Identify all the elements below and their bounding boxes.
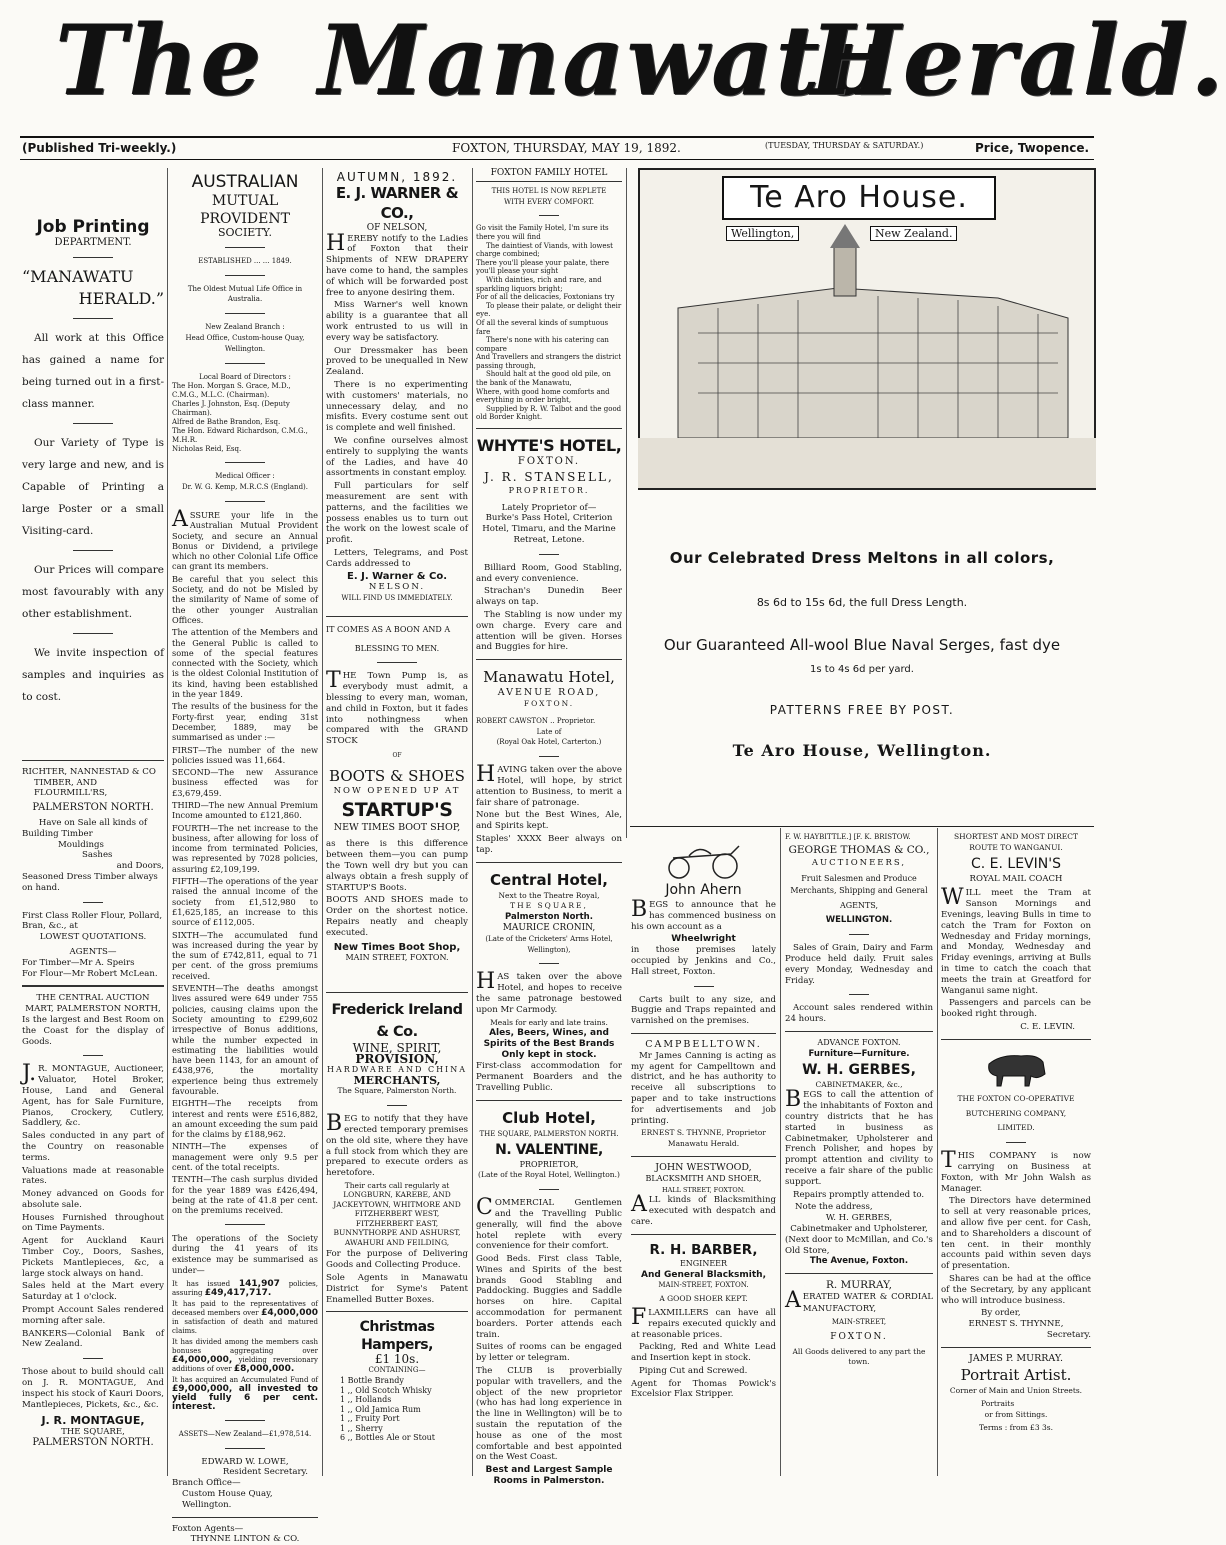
family-poem-line: Of all the several kinds of sumptuous fare: [476, 318, 609, 336]
auction-ad: [22, 993, 164, 1448]
amp-paragraph: EIGHTH—The receipts from interest and rents were £516,882, an amount exceeding the sum paid for the claims by £188,962.: [172, 1098, 318, 1140]
family-poem-line: With dainties, rich and rare, and sparkling liquors bright;: [476, 275, 602, 293]
family-poem-line: And Travellers and strangers the district passing through,: [476, 353, 622, 370]
amp-stat: It has acquired an Accumulated Fund of: [172, 1375, 318, 1384]
amp-stat: It has paid to the representatives of deceased members over: [172, 1299, 318, 1317]
job-paragraph: Our Prices will compare most favourably with any other establishment.: [22, 563, 164, 620]
amp-established: ESTABLISHED ... ... 1849.: [198, 256, 292, 265]
ireland-paragraph: For the purpose of Delivering Goods and Collecting Produce.: [326, 1249, 468, 1271]
warner-paragraph: There is no experimenting with customers' materials, no unnecessary delay, and no misfits. Every costume sent out is complete and well finished.: [326, 379, 468, 434]
masthead-the: The: [55, 4, 264, 117]
manawatu-road: AVENUE ROAD,: [497, 687, 601, 699]
amp-director: Alfred de Bathe Brandon, Esq.: [172, 418, 281, 427]
barber-engineer: ENGINEER: [679, 1258, 728, 1268]
portrait-line: or from Sittings.: [984, 1410, 1048, 1420]
central-paragraph: Ales, Beers, Wines, and Spirits of the Best Brands Only kept in stock.: [483, 1028, 615, 1061]
manawatu-proprietor: ROBERT CAWSTON .. Proprietor.: [476, 716, 596, 725]
auction-signature: J. R. MONTAGUE,: [41, 1414, 145, 1428]
amp-paragraph: The operations of the Society during the 41 years of its existence may be summarised as under—: [172, 1232, 318, 1275]
central-line: THE SQUARE,: [510, 901, 588, 911]
warner-season: AUTUMN, 1892.: [336, 170, 458, 184]
boots-now-opened: NOW OPENED UP AT: [333, 785, 461, 796]
te-aro-serges-price: 1s to 4s 6d per yard.: [810, 664, 914, 675]
ireland-paragraph: Their carts call regularly at LONGBURN, KAREBE, AND JACKEYTOWN, WHITMORE AND FITZHERBERT WEST, FITZHERBERT EAST, BUNNYTHORPE AND ASHURST, AWAHURI AND FEILDING,: [333, 1180, 461, 1247]
gerbes-avenue: The Avenue, Foxton.: [809, 1256, 909, 1267]
thomas-header: F. W. HAYBITTLE.] [F. K. BRISTOW.: [785, 833, 911, 841]
warner-paragraph: Letters, Telegrams, and Post Cards addressed to: [326, 547, 468, 569]
ireland-line: PROVISION,: [355, 1052, 439, 1067]
ireland-paragraph: BEG to notify that they have erected temporary premises on the old site, where they have a full stock from which they are prepared to execute orders as heretofore.: [326, 1111, 468, 1179]
auction-paragraph: Sales conducted in any part of the Country on reasonable terms.: [22, 1131, 164, 1163]
ahern-paragraph: in those premises lately occupied by Jenkins and Co., Hall street, Foxton.: [631, 945, 776, 977]
manawatu-line: Late of: [536, 727, 562, 736]
club-owner: N. VALENTINE,: [495, 1141, 603, 1158]
hampers-price: £1 10s.: [374, 1352, 420, 1367]
coop-paragraph: THIS COMPANY is now carrying on Business at Foxton, with Mr John Walsh as Manager.: [941, 1148, 1091, 1194]
amp-director: Nicholas Reid, Esq.: [172, 445, 242, 454]
manawatu-paragraph: HAVING taken over the above Hotel, will hope, by strict attention to Business, to merit a fair share of patronage.: [476, 762, 622, 808]
auction-paragraph: Prompt Account Sales rendered morning after sale.: [22, 1305, 164, 1326]
ahern-paragraph: BEGS to announce that he has commenced business on his own account as a: [631, 897, 776, 932]
column-rule: [167, 168, 168, 1476]
club-line: (Late of the Royal Hotel, Wellington.): [478, 1170, 620, 1180]
auction-title: THE CENTRAL AUCTION MART, PALMERSTON NORTH,: [25, 993, 161, 1015]
auction-line: Is the largest and Best Room on the Coast for the display of Goods.: [22, 1014, 164, 1047]
amp-agents: Foxton Agents—: [172, 1523, 244, 1534]
barber-paragraph: Agent for Thomas Powick's Excelsior Flax Stripper.: [631, 1378, 776, 1400]
amp-paragraph: The results of the business for the Forty-first year, ending 31st December, 1889, may be summarised as under :—: [172, 701, 318, 743]
barber-shoer: A GOOD SHOER KEPT.: [659, 1294, 748, 1304]
barber-name: R. H. BARBER,: [649, 1241, 758, 1258]
auction-paragraph: Houses Furnished throughout on Time Payments.: [22, 1212, 164, 1234]
manawatu-town: FOXTON.: [523, 699, 575, 708]
amp-title: SOCIETY.: [217, 226, 273, 239]
te-aro-meltons: Our Celebrated Dress Meltons in all colors,: [669, 549, 1055, 567]
column-1: [22, 168, 164, 1476]
portrait-terms: Terms : from £3 3s.: [978, 1422, 1053, 1432]
club-line: PROPRIETOR,: [519, 1159, 579, 1169]
amp-line: Medical Officer :: [215, 472, 275, 481]
whyte-paragraph: The Stabling is now under my own charge. Every care and attention will be given. Horses and Buggies for hire.: [476, 610, 622, 653]
issue-date: FOXTON, THURSDAY, MAY 19, 1892.: [452, 141, 681, 155]
masthead: [0, 0, 1226, 130]
amp-paragraph: SIXTH—The accumulated fund was increased during the year by the sum of £742,811, equal to 71 per cent. of the gross premiums received.: [172, 929, 318, 981]
ahern-name: John Ahern: [665, 882, 742, 898]
te-aro-title: Te Aro House.: [722, 176, 996, 220]
amp-agents: THYNNE LINTON & CO.: [190, 1534, 300, 1545]
family-poem-line: Should halt at the good old pile, on the bank of the Manawatu,: [476, 370, 611, 388]
richter-line: Sashes: [82, 850, 113, 861]
amp-paragraph: Be careful that you select this Society, and do not be Misled by the similarity of Name of some of the other younger Australian Offices.: [172, 573, 318, 625]
campbelltown-title: CAMPBELLTOWN.: [645, 1038, 762, 1050]
family-poem-line: For of all the delicacies, Foxtonians try: [476, 293, 615, 302]
hampers-title: Christmas Hampers,: [359, 1319, 435, 1354]
amp-title: MUTUAL PROVIDENT: [200, 193, 290, 227]
coop-line: By order,: [981, 1308, 1021, 1319]
street: [638, 438, 1096, 488]
whyte-line: Lately Proprietor of—: [501, 502, 597, 513]
whyte-line: PROPRIETOR.: [508, 485, 590, 495]
gerbes-furniture: Furniture—Furniture.: [808, 1048, 910, 1059]
masthead-manawatu: Manawatu: [318, 4, 894, 117]
amp-stat-value: £4,000,000,: [172, 1354, 233, 1365]
barber-paragraph: FLAXMILLERS can have all repairs executed quickly and at reasonable prices.: [631, 1304, 776, 1340]
boots-of: OF: [392, 752, 402, 760]
richter-line: and Doors,: [116, 861, 164, 872]
auction-paragraph: Valuations made at reasonable rates.: [22, 1165, 164, 1187]
herald-name-2: HERALD.”: [78, 288, 164, 308]
central-owner: MAURICE CRONIN,: [502, 922, 596, 933]
hampers-list: [326, 1376, 468, 1443]
amp-branch: Custom House Quay, Wellington.: [182, 1488, 273, 1510]
amp-stat: It has issued: [172, 1279, 231, 1288]
richter-trade: TIMBER, AND FLOURMILL'RS,: [34, 777, 108, 799]
auction-paragraph: Agent for Auckland Kauri Timber Coy., Doors, Sashes, Pickets Mantlepieces, &c, a large stock always on hand.: [22, 1236, 164, 1279]
murray-town: FOXTON.: [830, 1331, 888, 1342]
central-line: Palmerston North.: [505, 912, 593, 923]
family-poem: [476, 224, 622, 422]
levin-header: ROUTE TO WANGANUI.: [969, 842, 1063, 852]
family-poem-line: There's none with his catering can compare: [476, 336, 609, 353]
westwood-name: JOHN WESTWOOD,: [655, 1161, 752, 1173]
portrait-line: Portraits: [981, 1399, 1015, 1409]
coop-paragraph: Shares can be had at the office of the Secretary, by any applicant who will introduce business.: [941, 1273, 1091, 1306]
auction-paragraph: J.R. MONTAGUE, Auctioneer, Valuator, Hotel Broker, House, Land and General Agent, has for Sale Furniture, Pianos, Crockery, Cutlery, Saddlery, &c.: [22, 1061, 164, 1129]
barber-address: MAIN-STREET, FOXTON.: [658, 1281, 749, 1290]
column-rule: [937, 828, 938, 1476]
gerbes-line: (Next door to McMillan, and Co.'s Old Store,: [785, 1234, 933, 1256]
price: Price, Twopence.: [975, 141, 1090, 155]
coop-title: BUTCHERING COMPANY,: [965, 1108, 1067, 1118]
whyte-paragraph: Strachan's Dunedin Beer always on tap.: [476, 586, 622, 608]
family-poem-line: Where, with good home comforts and everything in order bright,: [476, 387, 610, 405]
club-paragraph: Good Beds. First class Table, Wines and Spirits of the best brands Good Stabling and Paddocking. Buggies and Saddle horses on hire. Capital accommodation for permanent boarders. Porter attends each train.: [476, 1254, 622, 1340]
richter-line: Have on Sale all kinds of: [38, 817, 148, 828]
whyte-paragraph: Billiard Room, Good Stabling, and every convenience.: [476, 562, 622, 584]
hampers-containing: CONTAINING—: [368, 1366, 426, 1375]
richter-line: Mouldings: [58, 839, 104, 850]
manawatu-hotel-name: Manawatu Hotel,: [483, 668, 615, 687]
central-paragraph: Meals for early and late trains.: [490, 1017, 608, 1027]
whyte-town: FOXTON.: [517, 456, 581, 468]
coop-title: LIMITED.: [997, 1123, 1035, 1133]
richter-line: First Class Roller Flour, Pollard, Bran, &c., at: [22, 910, 163, 932]
amp-stat-value: £4,000,000: [261, 1307, 318, 1318]
amp-stat-value: £8,000,000.: [233, 1363, 295, 1374]
gerbes-name: W. H. GERBES,: [802, 1061, 916, 1078]
richter-line: For Flour—Mr Robert McLean.: [22, 968, 158, 979]
boots-paragraph: as there is this difference between them—you can pump the Town well dry but you can always obtain a fresh supply of STARTUP'S Boots.: [326, 839, 468, 893]
auction-signature: THE SQUARE,: [61, 1427, 125, 1438]
job-paragraph: Our Variety of Type is very large and new, and is Capable of Printing a large Poster or a small Visiting-card.: [22, 436, 164, 537]
building-tower: [834, 246, 856, 296]
column-2: [172, 168, 318, 1545]
ireland-line: HARDWARE AND CHINA: [327, 1064, 467, 1074]
thomas-paragraph: Account sales rendered within 24 hours.: [785, 1003, 933, 1025]
publication-frequency: (Published Tri-weekly.): [22, 141, 177, 155]
boots-address: MAIN STREET, FOXTON.: [345, 953, 449, 963]
campbelltown-signature: ERNEST S. THYNNE, Proprietor Manawatu Herald.: [641, 1128, 766, 1149]
column-rule: [780, 828, 781, 1476]
herald-name-1: “MANAWATU: [22, 266, 134, 286]
amp-paragraph: FIRST—The number of the new policies issued was 11,664.: [172, 744, 318, 765]
family-poem-line: The daintiest of Viands, with lowest charge combined;: [476, 241, 613, 259]
section-rule: [630, 826, 1094, 827]
richter-line: LOWEST QUOTATIONS.: [39, 932, 147, 943]
family-poem-line: Supplied by R. W. Talbot and the good old Border Knight.: [476, 404, 622, 422]
levin-signature: C. E. LEVIN.: [1020, 1021, 1075, 1032]
boots-line: BLESSING TO MEN.: [354, 643, 440, 653]
manawatu-paragraph: Staples' XXXX Beer always on tap.: [476, 833, 622, 855]
richter-ad: [22, 767, 164, 980]
amp-director: The Hon. Morgan S. Grace, M.D., C.M.G., M.L.C. (Chairman).: [172, 382, 291, 400]
manawatu-line: (Royal Oak Hotel, Carterton.): [496, 738, 602, 747]
te-aro-serges: Our Guaranteed All-wool Blue Naval Serges, fast dye: [663, 636, 1061, 654]
murray-street: MAIN-STREET,: [831, 1317, 887, 1326]
thomas-paragraph: Sales of Grain, Dairy and Farm Produce held daily. Fruit sales every Monday, Wednesday and Friday.: [785, 943, 933, 986]
amp-paragraph: FIFTH—The operations of the year raised the annual income of the society from £1,512,980 to £1,625,185, an increase to this source of £112,005.: [172, 876, 318, 928]
family-poem-line: To please their palate, or delight their eye.: [476, 301, 622, 319]
boots-paragraph: BOOTS AND SHOES made to Order on the shortest notice. Repairs neatly and cheaply executed.: [326, 895, 468, 938]
column-rule: [322, 168, 323, 1476]
murray-paragraph: All Goods delivered to any part the town.: [792, 1346, 926, 1367]
westwood-address: HALL STREET, FOXTON.: [661, 1185, 746, 1194]
amp-stat-value: £9,000,000, all invested to yield fully 6 per cent. interest.: [172, 1383, 318, 1412]
thomas-agents: AGENTS,: [839, 900, 879, 910]
barber-paragraph: Packing, Red and White Lead and Insertion kept in stock.: [631, 1342, 776, 1364]
column-7: [941, 832, 1091, 1472]
amp-branch: Branch Office—: [172, 1478, 241, 1489]
richter-line: AGENTS—: [69, 946, 117, 957]
westwood-paragraph: ALL kinds of Blacksmithing executed with despatch and care.: [631, 1192, 776, 1227]
club-paragraph: Suites of rooms can be engaged by letter or telegram.: [476, 1342, 622, 1364]
te-aro-country: New Zealand.: [870, 226, 957, 241]
auction-paragraph: Sales held at the Mart every Saturday at 1 o'clock.: [22, 1281, 164, 1303]
job-paragraph: We invite inspection of samples and inquiries as to cost.: [22, 646, 164, 703]
amp-paragraph: FOURTH—The net increase to the business, after allowing for loss of income from terminated Policies, was represented by 7028 policies, assuring £2,109,199.: [172, 822, 318, 874]
column-rule: [626, 168, 627, 838]
auction-signature: PALMERSTON NORTH.: [32, 1437, 154, 1449]
coop-title: THE FOXTON CO-OPERATIVE: [957, 1093, 1075, 1103]
gerbes-paragraph: BEGS to call the attention of the inhabitants of Foxton and country districts that he has started in business as Cabinetmaker, Upholsterer and French Polisher, and hopes by prompt attention and civility to receive a fair share of the public support.: [785, 1087, 933, 1187]
warner-paragraph: Miss Warner's well known ability is a guarantee that all work entrusted to us will in every way be satisfactory.: [326, 300, 468, 343]
amp-secretary: Resident Secretary.: [222, 1467, 308, 1478]
hamper-item: 1 ,, Old Jamica Rum: [340, 1404, 421, 1414]
amp-line: New Zealand Branch :: [205, 323, 285, 332]
amp-stat-value: 141,907: [238, 1278, 280, 1289]
gerbes-cabinetmaker: CABINETMAKER, &c.,: [815, 1079, 903, 1089]
amp-paragraph: NINTH—The expenses of management were only 9.5 per cent. of the total receipts.: [172, 1141, 318, 1173]
levin-coach: ROYAL MAIL COACH: [969, 873, 1063, 884]
amp-paragraph: ASSURE your life in the Australian Mutual Provident Society, and secure an Annual Bonus or Dividend, a privilege which no other Colonial Life Office can grant its members.: [172, 506, 318, 572]
gerbes-line: Note the address,: [795, 1202, 873, 1213]
job-printing-title: Job Printing: [36, 217, 150, 237]
amp-line: Head Office, Custom-house Quay, Wellington.: [185, 333, 305, 353]
warner-line: WILL FIND US IMMEDIATELY.: [341, 594, 453, 603]
boots-shop: NEW TIMES BOOT SHOP,: [333, 821, 461, 833]
club-paragraph: The CLUB is proverbially popular with travellers, and the object of the new proprietor (who has had long experience in the line in Wellington) will be to sustain the reputation of the house as one of the most comfortable and best appointed on the West Coast.: [476, 1366, 622, 1463]
portrait-name: JAMES P. MURRAY.: [969, 1352, 1063, 1364]
amp-title: AUSTRALIAN: [191, 172, 299, 192]
barber-paragraph: Piping Cut and Screwed.: [639, 1365, 748, 1376]
club-paragraph: COMMERCIAL Gentlemen and the Travelling Public generally, will find the above hotel replete with every convenience for their comfort.: [476, 1195, 622, 1252]
warner-paragraph: Full particulars for self measurement are sent with patterns, and the facilities we possess enables us to turn out the work on the lowest scale of profit.: [326, 481, 468, 546]
amp-paragraph: The attention of the Members and the General Public is called to some of the special features connected with the Society, which is the oldest Colonial Institution of its kind, having been established in the year 1849.: [172, 627, 318, 700]
campbelltown-paragraph: Mr James Canning is acting as my agent for Campelltown and district, and he has authority to receive all subscriptions to paper and to take instructions for advertisements and job printing.: [631, 1050, 776, 1126]
warner-paragraph: HEREBY notify to the Ladies of Foxton that their Shipments of NEW DRAPERY have come to hand, the samples of which will be forwarded post free to anyone desiring them.: [326, 230, 468, 298]
ireland-name: Frederick Ireland & Co.: [331, 1002, 463, 1041]
amp-paragraph: SECOND—The new Assurance business effected was for £3,679,459.: [172, 767, 318, 798]
amp-secretary: EDWARD W. LOWE,: [201, 1456, 289, 1467]
thomas-name: GEORGE THOMAS & CO.,: [788, 843, 930, 856]
ireland-address: The Square, Palmerston North.: [337, 1086, 457, 1096]
te-aro-patterns: PATTERNS FREE BY POST.: [769, 703, 955, 717]
amp-stat-value: £49,417,717.: [204, 1287, 272, 1298]
richter-line: Seasoned Dress Timber always on hand.: [22, 871, 158, 893]
te-aro-meltons-price: 8s 6d to 15s 6d, the full Dress Length.: [756, 596, 968, 609]
coop-paragraph: The Directors have determined to sell at very reasonable prices, and allow five per cent. for Cash, and to Shareholders a discount of ten cent. in their monthly accounts paid within seven days of presentation.: [941, 1196, 1091, 1272]
gerbes-line: Cabinetmaker and Upholsterer,: [790, 1223, 928, 1234]
manawatu-paragraph: None but the Best Wines, Ale, and Spirits kept.: [476, 810, 622, 832]
gerbes-line: W. H. GERBES,: [825, 1213, 893, 1224]
amp-paragraph: SEVENTH—The deaths amongst lives assured were 649 under 755 policies, causing claims upon the Society amounting to £299,602 irrespective of Bonus additions, while the number expected in estimating the liabilities would have been 1143, for an amount of £438,976, the mortality experience being thus extremely favourable.: [172, 983, 318, 1096]
whyte-name: WHYTE'S HOTEL,: [476, 436, 622, 456]
richter-line: For Timber—Mr A. Speirs: [22, 957, 135, 968]
hamper-item: 1 ,, Hollands: [340, 1395, 392, 1405]
column-4: [476, 168, 622, 1487]
club-paragraph: Best and Largest Sample Rooms in Palmerston.: [485, 1465, 613, 1487]
amp-stat: policies, assuring: [172, 1279, 318, 1297]
amp-stat: in satisfaction of death and matured claims.: [172, 1317, 318, 1335]
portrait-title: Portrait Artist.: [960, 1366, 1072, 1385]
family-poem-line: There you'll please your palate, there you'll please your sight: [476, 258, 610, 276]
auction-paragraph: Those about to build should call on J. R. MONTAGUE, And inspect his stock of Kauri Doors, Mantlepieces, Pickets, &c., &c.: [22, 1367, 164, 1410]
family-hotel-name: FOXTON FAMILY HOTEL: [476, 168, 622, 182]
richter-line: Building Timber: [22, 828, 93, 839]
amp-director: Charles J. Johnston, Esq. (Deputy Chairman).: [172, 400, 290, 418]
boots-shop-name: New Times Boot Shop,: [333, 941, 461, 953]
murray-paragraph: AERATED WATER & CORDIAL MANUFACTORY,: [785, 1287, 933, 1314]
hamper-item: 1 ,, Old Scotch Whisky: [340, 1385, 432, 1395]
ahern-paragraph: Carts built to any size, and Buggie and Traps repainted and varnished on the premises.: [631, 994, 776, 1027]
hamper-item: 1 Bottle Brandy: [340, 1376, 404, 1386]
boots-and-shoes: BOOTS & SHOES: [329, 766, 465, 785]
publication-days: (TUESDAY, THURSDAY & SATURDAY.): [765, 141, 924, 150]
portrait-address: Corner of Main and Union Streets.: [949, 1386, 1083, 1396]
bull-icon: [981, 1046, 1051, 1090]
thomas-line: Fruit Salesmen and Produce Merchants, Shipping and General: [790, 873, 928, 895]
levin-paragraph: WILL meet the Tram at Sanson Mornings and Evenings, leaving Bulls in time to catch the Tram for Foxton on Wednesday and Friday mornings, and Monday, Wednesday and Friday evenings, arriving at Bulls in time to catch the coach that meets the train at Greatford for Wanganui same night.: [941, 885, 1091, 996]
murray-name: R. MURRAY,: [825, 1279, 893, 1292]
boots-paragraph: THE Town Pump is, as everybody must admit, a blessing to every man, woman, and child in Foxton, but it fades into nothingness when compared with the GRAND STOCK: [326, 668, 468, 747]
warner-signature: E. J. Warner & Co.: [347, 570, 447, 582]
gerbes-advance: ADVANCE FOXTON.: [817, 1037, 901, 1047]
amp-line: Dr. W. G. Kemp, M.R.C.S (England).: [181, 483, 309, 492]
thomas-wellington: WELLINGTON.: [825, 915, 893, 926]
te-aro-city: Wellington,: [726, 226, 799, 241]
te-aro-signature: Te Aro House, Wellington.: [732, 741, 992, 760]
hamper-item: 1 ,, Sherry: [340, 1423, 383, 1433]
central-paragraph: First-class accommodation for Permanent Boarders and the Travelling Public.: [476, 1061, 622, 1093]
column-5: [631, 832, 776, 1472]
richter-town: PALMERSTON NORTH.: [32, 802, 154, 814]
warner-of: OF NELSON,: [366, 222, 428, 233]
startups-name: STARTUP'S: [341, 798, 453, 821]
family-line: THIS HOTEL IS NOW REPLETE: [491, 186, 607, 195]
boots-line: IT COMES AS A BOON AND A: [326, 624, 451, 634]
column-3: [326, 168, 468, 1476]
hamper-item: 1 ,, Fruity Port: [340, 1414, 400, 1424]
central-hotel-name: Central Hotel,: [490, 870, 608, 889]
warner-name: E. J. WARNER & CO.,: [335, 183, 459, 222]
warner-town: NELSON.: [368, 582, 426, 593]
levin-header: SHORTEST AND MOST DIRECT: [954, 832, 1078, 841]
amp-line: The Oldest Mutual Life Office in Australia.: [187, 284, 303, 304]
job-paragraph: All work at this Office has gained a name for being turned out in a first-class manner.: [22, 331, 164, 410]
central-line: Next to the Theatre Royal,: [498, 890, 600, 900]
barber-blacksmith: And General Blacksmith,: [641, 1269, 766, 1280]
central-paragraph: HAS taken over the above Hotel, and hopes to receive the same patronage bestowed upon Mr Carmody.: [476, 969, 622, 1015]
coop-secretary: Secretary.: [1046, 1329, 1091, 1340]
warner-paragraph: Our Dressmaker has been proved to be unequalled in New Zealand.: [326, 345, 468, 378]
thomas-auctioneers: AUCTIONEERS,: [811, 857, 907, 868]
amp-paragraph: TENTH—The cash surplus divided for the year 1889 was £426,494, being at the rate of 41.8 per cent. on the premiums received.: [172, 1174, 318, 1216]
masthead-herald: Herald.: [810, 4, 1226, 117]
amp-paragraph: THIRD—The new Annual Premium Income amounted to £121,860.: [172, 799, 318, 821]
ireland-line: WINE, SPIRIT,: [352, 1041, 442, 1056]
family-poem-line: Go visit the Family Hotel, I'm sure its there you will find: [476, 224, 609, 241]
ireland-paragraph: Sole Agents in Manawatu District for Syme's Patent Enamelled Butter Boxes.: [326, 1273, 468, 1305]
amp-director: The Hon. Edward Richardson, C.M.G., M.H.R.: [172, 427, 308, 445]
amp-stat: yielding reversionary additions of over: [172, 1355, 318, 1373]
coop-signature: ERNEST S. THYNNE,: [968, 1319, 1064, 1330]
gerbes-paragraph: Repairs promptly attended to.: [793, 1189, 925, 1200]
ireland-line: MERCHANTS,: [353, 1073, 441, 1087]
column-rule: [472, 168, 473, 1476]
westwood-trade: BLACKSMITH AND SHOER,: [645, 1173, 762, 1183]
auction-paragraph: Money advanced on Goods for absolute sale.: [22, 1189, 164, 1210]
amp-line: Local Board of Directors :: [199, 372, 291, 381]
family-line: WITH EVERY COMFORT.: [503, 197, 594, 206]
richter-name: RICHTER, NANNESTAD & CO: [22, 766, 156, 777]
auction-paragraph: BANKERS—Colonial Bank of New Zealand.: [22, 1328, 164, 1350]
amp-stat: It has divided among the members cash bonuses aggregating over: [172, 1337, 318, 1355]
club-line: THE SQUARE, PALMERSTON NORTH.: [479, 1129, 619, 1138]
warner-paragraph: We confine ourselves almost entirely to supplying the wants of the Ladies, and have 40 assortments in constant employ.: [326, 435, 468, 479]
whyte-line: Burke's Pass Hotel, Criterion Hotel, Timaru, and the Marine Retreat, Letone.: [482, 513, 616, 546]
whyte-proprietor: J. R. STANSELL,: [484, 469, 614, 484]
carriage-icon: [659, 836, 749, 880]
column-6: [785, 832, 933, 1472]
dateline: [20, 136, 1094, 160]
central-line: (Late of the Cricketers' Arms Hotel, Wellington),: [485, 934, 613, 954]
te-aro-house-ad: [630, 168, 1094, 808]
job-printing-dept: DEPARTMENT.: [54, 237, 132, 248]
levin-name: C. E. LEVIN'S: [971, 855, 1061, 872]
levin-paragraph: Passengers and parcels can be booked right through.: [941, 998, 1091, 1020]
hamper-item: 6 ,, Bottles Ale or Stout: [340, 1433, 436, 1443]
club-hotel-name: Club Hotel,: [502, 1108, 596, 1127]
ahern-trade: Wheelwright: [671, 934, 736, 945]
amp-assets: ASSETS—New Zealand—£1,978,514.: [178, 1429, 312, 1438]
